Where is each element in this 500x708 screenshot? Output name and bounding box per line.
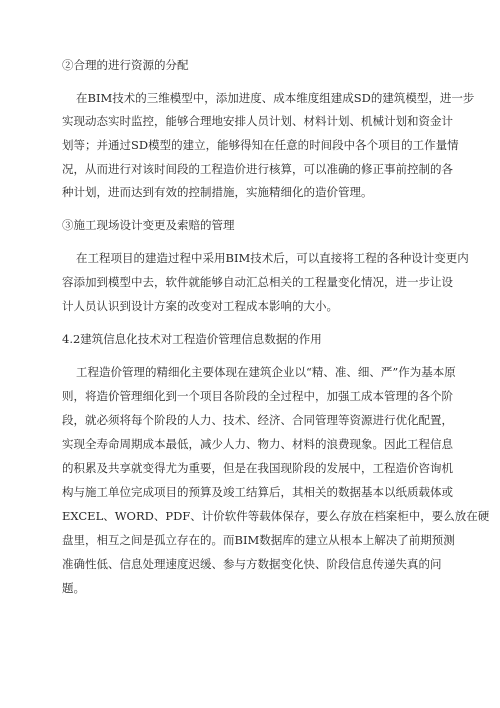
paragraph-line: 在工程项目的建造过程中采用BIM技术后，可以直接将工程的各种设计变更内 [76, 251, 469, 265]
paragraph-line: 况，从而进行对该时间段的工程造价进行核算，可以准确的修正事前控制的各 [62, 162, 453, 176]
paragraph-line: 的积累及共享就变得尤为重要，但是在我国现阶段的发展中，工程造价咨询机 [62, 461, 453, 475]
paragraph-line: 划等；并通过SD模型的建立，能够得知在任意的时间段中各个项目的工作量情 [62, 138, 459, 152]
section-heading-design-change: ③施工现场设计变更及索赔的管理 [62, 218, 235, 232]
paragraph-line: EXCEL、WORD、PDF、计价软件等载体保存，要么存放在档案柜中，要么放在硬 [62, 509, 490, 523]
paragraph-line: 计人员认识到设计方案的改变对工程成本影响的大小。 [62, 299, 338, 313]
paragraph-line: 在BIM技术的三维模型中，添加进度、成本维度组建成SD的建筑模型，进一步 [76, 91, 475, 105]
paragraph-line: 实现动态实时监控，能够合理地安排人员计划、材料计划、机械计划和资金计 [62, 114, 453, 128]
paragraph-line: 准确性低、信息处理速度迟缓、参与方数据变化快、阶段信息传递失真的问 [62, 557, 442, 571]
section-heading-4-2: 4.2建筑信息化技术对工程造价管理信息数据的作用 [62, 332, 322, 346]
paragraph-line: 段，就必须将每个阶段的人力、技术、经济、合同管理等资源进行优化配置， [62, 413, 453, 427]
paragraph-line: 种计划，进而达到有效的控制措施，实施精细化的造价管理。 [62, 185, 373, 199]
paragraph-line: 容添加到模型中去，软件就能够自动汇总相关的工程量变化情况，进一步让设 [62, 275, 453, 289]
section-heading-resource-allocation: ②合理的进行资源的分配 [62, 58, 189, 72]
paragraph-line: 工程造价管理的精细化主要体现在建筑企业以“精、准、细、严”作为基本原 [76, 365, 456, 379]
paragraph-line: 盘里，相互之间是孤立存在的。而BIM数据库的建立从根本上解决了前期预测 [62, 533, 455, 547]
paragraph-line: 构与施工单位完成项目的预算及竣工结算后，其相关的数据基本以纸质载体或 [62, 485, 453, 499]
paragraph-line: 则，将造价管理细化到一个项目各阶段的全过程中，加强工成本管理的各个阶 [62, 389, 453, 403]
paragraph-line: 实现全寿命周期成本最低，减少人力、物力、材料的浪费现象。因此工程信息 [62, 437, 453, 451]
paragraph-line: 题。 [62, 581, 85, 595]
